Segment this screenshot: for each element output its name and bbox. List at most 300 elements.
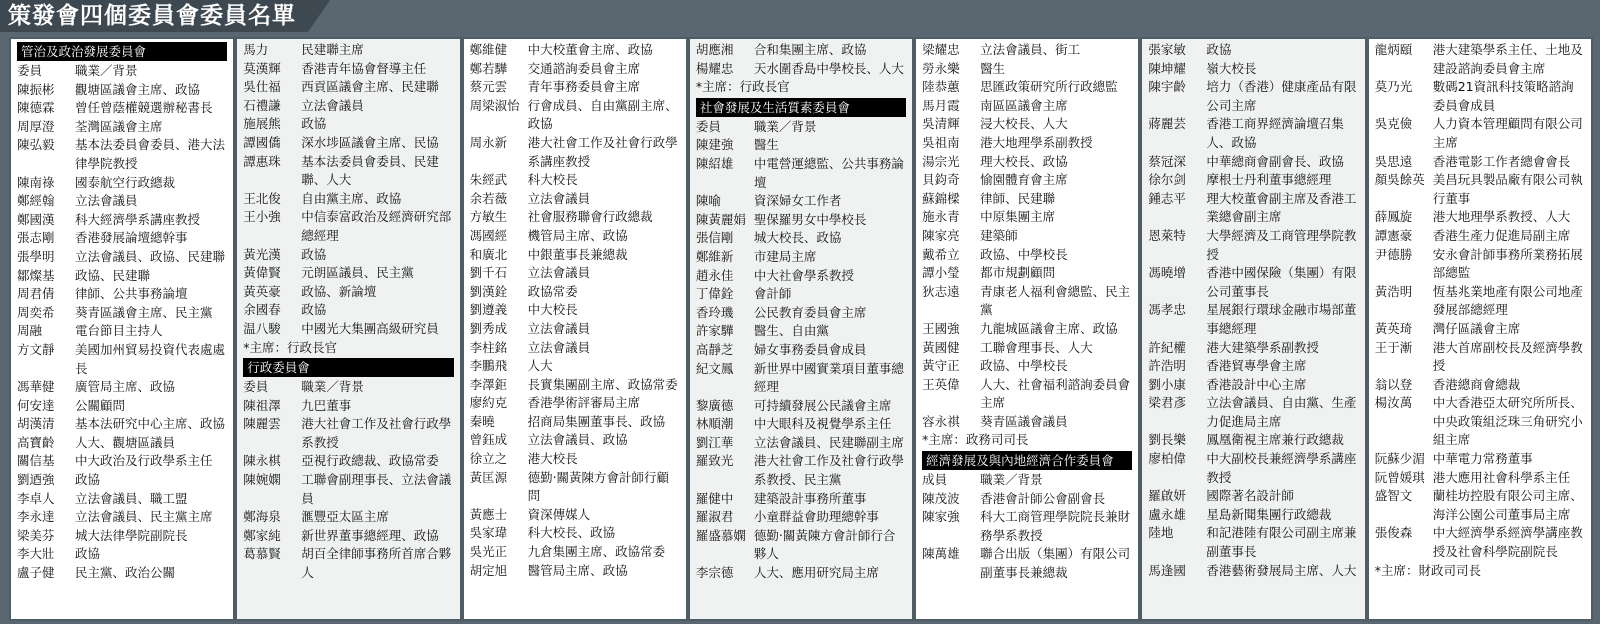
member-row	[243, 264, 453, 283]
member-row	[1375, 208, 1585, 227]
member-background: 資深婦女工作者	[753, 193, 842, 209]
member-row	[1375, 115, 1585, 152]
member-background: 市建局主席	[753, 248, 817, 264]
member-name: 周奕希	[17, 304, 55, 320]
member-background: 政協	[301, 116, 327, 132]
member-row	[696, 267, 906, 286]
member-name: 譚惠珠	[243, 153, 281, 169]
member-row	[1375, 320, 1585, 339]
member-background: 基本法委員會委員、港大法律學院教授	[75, 137, 226, 171]
member-background: 城大校長、政協	[753, 230, 842, 246]
committee-heading: 行政委員會	[243, 358, 453, 377]
member-background: 政協	[1206, 42, 1232, 57]
member-name: 羅淑君	[695, 509, 734, 525]
member-name: 劉迺強	[17, 472, 55, 488]
member-name: 陳永棋	[243, 453, 281, 469]
member-background: 立法會議員	[527, 265, 591, 281]
member-name: 蔡元雲	[469, 79, 508, 95]
member-name: 陳麗雲	[243, 416, 281, 432]
member-name: 和廣北	[469, 246, 508, 262]
member-name: 楊汝萬	[1374, 395, 1413, 411]
member-row	[17, 136, 227, 173]
member-background: 公民教育委員會主席	[753, 304, 867, 320]
member-name: 薛鳳旋	[1374, 209, 1413, 225]
member-name: 羅健中	[695, 490, 734, 506]
member-name: 鄭若驊	[469, 60, 508, 76]
member-row	[470, 469, 680, 506]
member-row	[470, 376, 680, 395]
member-background: 科大校長	[527, 172, 578, 188]
member-row	[696, 155, 906, 192]
member-row	[1148, 376, 1358, 395]
member-row	[922, 264, 1132, 283]
member-name: 胡應湘	[695, 42, 734, 57]
member-row	[17, 99, 227, 118]
member-row	[243, 283, 453, 302]
member-name: 蘇錦樑	[922, 190, 960, 206]
member-name: 丁偉銓	[695, 286, 734, 302]
member-background: 政協	[75, 472, 101, 488]
member-name: 黃偉賢	[243, 265, 281, 281]
member-row	[922, 41, 1132, 60]
member-background: 中大社會學系教授	[753, 267, 854, 283]
member-name: 莫乃光	[1374, 79, 1413, 95]
member-background: 安永會計師事務所業務拓展部總監	[1432, 246, 1583, 281]
member-background: 城大法律學院副院長	[75, 527, 188, 543]
member-background: 中大副校長兼經濟學系講座教授	[1206, 451, 1357, 485]
member-row	[696, 397, 906, 416]
member-row	[1148, 41, 1358, 60]
member-name: 李卓人	[17, 490, 55, 506]
member-row	[1148, 153, 1358, 172]
member-name: 黃應士	[469, 506, 508, 522]
member-row	[922, 153, 1132, 172]
member-name: 馬月霞	[922, 97, 960, 113]
member-row	[922, 190, 1132, 209]
member-row	[922, 134, 1132, 153]
member-row	[922, 60, 1132, 79]
member-name: 阮蘇少湄	[1374, 451, 1425, 467]
member-background: 人大、觀塘區議員	[75, 434, 176, 450]
member-row	[922, 508, 1132, 545]
member-row	[470, 431, 680, 450]
member-name: 陳宇齡	[1148, 79, 1186, 95]
member-background: 愉園體育會主席	[980, 172, 1068, 188]
member-name: 陸地	[1148, 525, 1174, 541]
member-row	[470, 134, 680, 171]
member-background: 人大、應用研究局主席	[753, 565, 879, 581]
member-row	[17, 248, 227, 267]
member-name: 馮華健	[17, 379, 55, 395]
member-background: 新世界董事總經理、政協	[301, 527, 439, 543]
member-name: 吳清輝	[922, 116, 960, 132]
member-name: 張學明	[17, 248, 55, 264]
member-name: 胡定旭	[469, 562, 508, 578]
member-row	[17, 229, 227, 248]
member-name: 張信剛	[695, 230, 734, 246]
member-background: 香港生產力促進局副主席	[1432, 227, 1571, 243]
member-name: 陳德霖	[17, 100, 55, 116]
member-name: 黃英豪	[243, 283, 281, 299]
member-background: 立法會議員、民建聯副主席	[753, 434, 904, 450]
member-name: 莫漢輝	[243, 60, 281, 76]
member-row	[696, 490, 906, 509]
member-background: 工聯會理事長、人大	[980, 339, 1093, 355]
member-background: 合和集團主席、政協	[753, 42, 867, 57]
member-name: 趙永佳	[695, 267, 734, 283]
member-background: 港大地理學系副教授	[980, 134, 1093, 150]
member-background: 深水埗區議會主席、民協	[301, 134, 439, 150]
member-row	[243, 397, 453, 416]
member-name: 梁美芬	[17, 527, 55, 543]
member-name: 陳萬雄	[922, 546, 960, 562]
member-name: 陸恭蕙	[922, 79, 960, 95]
member-background: 人大	[527, 358, 553, 374]
member-name: 鄭經翰	[17, 193, 55, 209]
member-background: 天水圍香島中學校長、人大	[753, 60, 904, 76]
member-name: 委員	[243, 379, 269, 395]
member-name: 陳茂波	[922, 490, 960, 506]
member-background: 聯合出版（集團）有限公司副董事長兼總裁	[980, 546, 1131, 581]
member-row	[696, 211, 906, 230]
member-row	[696, 229, 906, 248]
member-background: 立法會議員、民主黨主席	[75, 509, 213, 525]
member-name: 委員	[695, 118, 721, 134]
member-row	[922, 246, 1132, 265]
member-row	[922, 357, 1132, 376]
member-background: 香港設計中心主席	[1206, 376, 1307, 392]
member-name: 翁以登	[1374, 376, 1413, 392]
member-row	[470, 357, 680, 376]
member-row	[470, 562, 680, 581]
member-row	[470, 320, 680, 339]
member-background: 職業／背景	[753, 118, 817, 134]
member-row	[243, 153, 453, 190]
member-background: 滙豐亞太區主席	[301, 509, 389, 525]
member-background: 婦女事務委員會成員	[753, 341, 867, 357]
member-name: 許紀權	[1148, 339, 1186, 355]
member-name: 鄭海泉	[243, 509, 281, 525]
member-name: 余若薇	[469, 190, 508, 206]
member-name: 劉長樂	[1148, 432, 1186, 448]
member-background: 政協	[75, 546, 101, 562]
member-row	[17, 508, 227, 527]
member-row	[1375, 469, 1585, 488]
member-row	[243, 545, 453, 582]
member-row	[17, 285, 227, 304]
member-background: 立法會議員	[527, 190, 591, 206]
member-row	[470, 97, 680, 134]
page-title: 策發會四個委員會委員名單	[0, 0, 308, 32]
member-background: 醫生	[753, 137, 779, 153]
member-name: 劉秀成	[469, 320, 508, 336]
member-name: 高靜芝	[695, 341, 734, 357]
member-background: 科大工商管理學院院長兼財務學系教授	[980, 509, 1131, 543]
member-background: 蘭桂坊控股有限公司主席、海洋公園公司董事局主席	[1432, 488, 1583, 522]
member-background: 科大校長、政協	[527, 525, 616, 541]
member-name: 黎廣德	[695, 397, 734, 413]
member-background: 港大地理學系教授、人大	[1432, 209, 1571, 225]
member-name: 王國強	[922, 320, 960, 336]
member-row	[1148, 171, 1358, 190]
chair-note: *主席：行政長官	[243, 339, 338, 355]
member-background: 政協、新論壇	[301, 283, 377, 299]
member-name: 陳振彬	[17, 81, 55, 97]
member-name: 劉漢銓	[469, 283, 508, 299]
member-row	[17, 62, 227, 81]
member-name: 李柱銘	[469, 339, 508, 355]
member-name: 許家驊	[695, 323, 734, 339]
member-row	[243, 452, 453, 471]
member-name: 温八駿	[243, 320, 281, 336]
member-row	[243, 60, 453, 79]
member-background: 港大校長	[527, 451, 578, 467]
member-background: 會計師	[753, 286, 792, 302]
member-row	[696, 434, 906, 453]
member-background: 人力資本管理顧問有限公司主席	[1432, 116, 1583, 150]
member-name: 林順潮	[695, 416, 734, 432]
member-row	[922, 376, 1132, 413]
member-name: 盧子健	[17, 565, 55, 581]
member-background: 數碼21資訊科技策略諮詢委員會成員	[1432, 79, 1574, 113]
member-row	[1148, 339, 1358, 358]
member-row	[470, 41, 680, 60]
member-row	[243, 134, 453, 153]
member-background: 立法會議員	[301, 97, 364, 113]
member-name: 恩萊特	[1148, 227, 1186, 243]
member-row	[243, 508, 453, 527]
member-name: 鍾志平	[1148, 190, 1186, 206]
member-background: 國際著名設計師	[1206, 488, 1294, 504]
member-row	[1375, 450, 1585, 469]
committee-heading: 社會發展及生活質素委員會	[696, 98, 906, 117]
member-background: 公關顧問	[75, 397, 126, 413]
member-background: 香港發展論壇總幹事	[75, 230, 188, 246]
member-name: 葛慕賢	[243, 546, 281, 562]
member-name: 關信基	[17, 453, 55, 469]
member-name: 胡漢清	[17, 416, 55, 432]
member-name: 周君倩	[17, 286, 55, 302]
member-background: 新世界中國實業項目董事總經理	[753, 360, 904, 395]
member-row	[1375, 171, 1585, 208]
member-name: 許浩明	[1148, 358, 1186, 374]
member-name: 王英偉	[922, 376, 960, 392]
member-name: 朱經武	[469, 172, 508, 188]
member-board	[9, 37, 1593, 621]
member-background: 青年事務委員會主席	[527, 79, 641, 95]
column-7	[1369, 39, 1591, 619]
member-row	[922, 320, 1132, 339]
member-name: 徐立之	[469, 451, 508, 467]
member-row	[17, 564, 227, 583]
column-3	[464, 39, 686, 619]
member-row	[1375, 339, 1585, 376]
member-name: 黃英琦	[1374, 320, 1413, 336]
member-name: 湯宗光	[922, 153, 960, 169]
member-background: 中大政治及行政學系主任	[75, 453, 213, 469]
member-row	[243, 78, 453, 97]
member-row	[17, 545, 227, 564]
member-row	[1375, 524, 1585, 561]
member-row	[17, 211, 227, 230]
member-background: 國泰航空行政總裁	[75, 174, 176, 190]
member-row	[17, 118, 227, 137]
member-name: 張家敏	[1148, 42, 1186, 57]
member-background: 葵青區議會議員	[980, 413, 1068, 429]
member-name: 吳祖南	[922, 134, 960, 150]
member-row	[922, 471, 1132, 490]
member-background: 中大校長	[527, 302, 578, 318]
member-background: 政協	[301, 246, 327, 262]
member-background: 摩根士丹利董事總經理	[1206, 172, 1332, 188]
member-background: 九倉集團主席、政協常委	[527, 544, 666, 560]
member-row	[470, 394, 680, 413]
member-background: 資深傳媒人	[527, 506, 591, 522]
member-name: 石禮謙	[243, 97, 281, 113]
member-background: 民主黨、政治公關	[75, 565, 176, 581]
member-name: 方敏生	[469, 209, 508, 225]
member-row	[470, 283, 680, 302]
member-row	[243, 378, 453, 397]
member-row	[696, 360, 906, 397]
member-name: 羅盛慕嫻	[695, 527, 746, 543]
column-2	[237, 39, 459, 619]
member-name: 陳家亮	[922, 227, 960, 243]
member-background: 嶺大校長	[1206, 60, 1257, 76]
member-background: 立法會議員、政協、民建聯	[75, 248, 226, 264]
chair-note: *主席：行政長官	[695, 79, 790, 95]
member-row	[1148, 264, 1358, 301]
member-background: 建築師	[980, 227, 1018, 243]
member-background: 人大、社會福利諮詢委員會主席	[980, 376, 1131, 411]
member-name: 容永祺	[922, 413, 960, 429]
member-name: 譚小瑩	[922, 265, 960, 281]
member-row	[470, 60, 680, 79]
member-name: 廖約克	[469, 395, 508, 411]
member-background: 工聯會副理事長、立法會議員	[301, 472, 452, 506]
member-row	[470, 264, 680, 283]
member-name: 王于漸	[1374, 339, 1413, 355]
member-row	[470, 506, 680, 525]
member-row	[1375, 246, 1585, 283]
member-row	[17, 304, 227, 323]
member-background: 長實集團副主席、政協常委	[527, 376, 678, 392]
member-background: 中電營運總監、公共事務論壇	[753, 155, 904, 190]
member-name: 吳仕福	[243, 79, 281, 95]
member-row	[696, 136, 906, 155]
member-background: 中大校董會主席、政協	[527, 42, 653, 57]
member-row	[470, 450, 680, 469]
member-row	[17, 322, 227, 341]
member-row	[922, 171, 1132, 190]
member-row	[696, 322, 906, 341]
member-background: 中華總商會副會長、政協	[1206, 153, 1344, 169]
member-row	[696, 341, 906, 360]
member-row	[922, 227, 1132, 246]
member-background: 德勤‧關黃陳方會計師行合夥人	[753, 527, 896, 562]
member-name: 余國春	[243, 302, 281, 318]
member-name: 黃光漢	[243, 246, 281, 262]
member-name: 劉遵義	[469, 302, 508, 318]
member-row	[17, 415, 227, 434]
member-row	[1375, 153, 1585, 172]
member-name: 陳弘毅	[17, 137, 55, 153]
member-background: 香港中國保險（集團）有限公司董事長	[1206, 265, 1357, 299]
member-background: 基本法研究中心主席、政協	[75, 416, 226, 432]
member-row	[922, 545, 1132, 582]
member-background: 立法會議員	[75, 193, 138, 209]
member-row	[1375, 487, 1585, 524]
member-row	[922, 78, 1132, 97]
member-background: 德勤‧關黃陳方會計師行顧問	[527, 469, 670, 504]
member-row	[243, 471, 453, 508]
member-background: 中華電力常務董事	[1432, 451, 1533, 467]
member-name: 鄭國漢	[17, 211, 55, 227]
member-background: 星展銀行環球金融市場部董事總經理	[1206, 302, 1357, 336]
member-background: 小童群益會助理總幹事	[753, 509, 879, 525]
member-row	[922, 283, 1132, 320]
member-row	[243, 527, 453, 546]
member-row	[470, 171, 680, 190]
member-row	[922, 339, 1132, 358]
member-background: 亞視行政總裁、政協常委	[301, 453, 439, 469]
member-name: 委員	[17, 63, 43, 78]
member-name: 馮孝忠	[1148, 302, 1186, 318]
member-row	[17, 378, 227, 397]
member-background: 理大校董會副主席及香港工業總會副主席	[1206, 190, 1357, 225]
member-row	[17, 174, 227, 193]
member-name: 盛智文	[1374, 488, 1413, 504]
member-row	[470, 339, 680, 358]
member-row	[922, 115, 1132, 134]
member-name: 陳紹雄	[695, 155, 734, 171]
member-row	[696, 415, 906, 434]
member-name: 王北俊	[243, 190, 281, 206]
member-background: 立法會議員	[527, 320, 591, 336]
member-name: 羅啟妍	[1148, 488, 1186, 504]
member-background: 香港總商會總裁	[1432, 376, 1521, 392]
member-name: 陳坤耀	[1148, 60, 1186, 76]
member-name: 吳思遠	[1374, 153, 1413, 169]
member-background: 港大首席副校長及經濟學教授	[1432, 339, 1583, 374]
member-background: 政協	[301, 302, 327, 318]
member-row	[696, 118, 906, 137]
member-row	[470, 227, 680, 246]
member-row	[696, 508, 906, 527]
member-background: 中信泰富政治及經濟研究部總經理	[301, 209, 452, 243]
member-name: 曾鈺成	[469, 432, 508, 448]
member-name: 鄭維健	[469, 42, 508, 57]
member-background: 香港工商界經濟論壇召集人、政協	[1206, 116, 1344, 150]
member-row	[696, 452, 906, 489]
member-background: 聖保羅男女中學校長	[753, 211, 867, 227]
member-row	[243, 320, 453, 339]
member-background: 中大香港亞太研究所所長、中央政策組泛珠三角研究小組主席	[1432, 395, 1583, 448]
member-background: 香港學術評審局主席	[527, 395, 641, 411]
member-row	[696, 304, 906, 323]
member-name: 羅致光	[695, 453, 734, 469]
member-row	[243, 115, 453, 134]
member-name: 黃浩明	[1374, 283, 1413, 299]
member-name: 張俊森	[1374, 525, 1413, 541]
member-background: 和記港陸有限公司副主席兼副董事長	[1206, 525, 1357, 560]
member-row	[1148, 562, 1358, 581]
member-row	[696, 41, 906, 60]
member-background: 交通諮詢委員會主席	[527, 60, 641, 76]
member-name: 戴希立	[922, 246, 960, 262]
member-background: 行會成員、自由黨副主席、政協	[527, 97, 678, 132]
member-name: 秦曉	[469, 413, 495, 429]
